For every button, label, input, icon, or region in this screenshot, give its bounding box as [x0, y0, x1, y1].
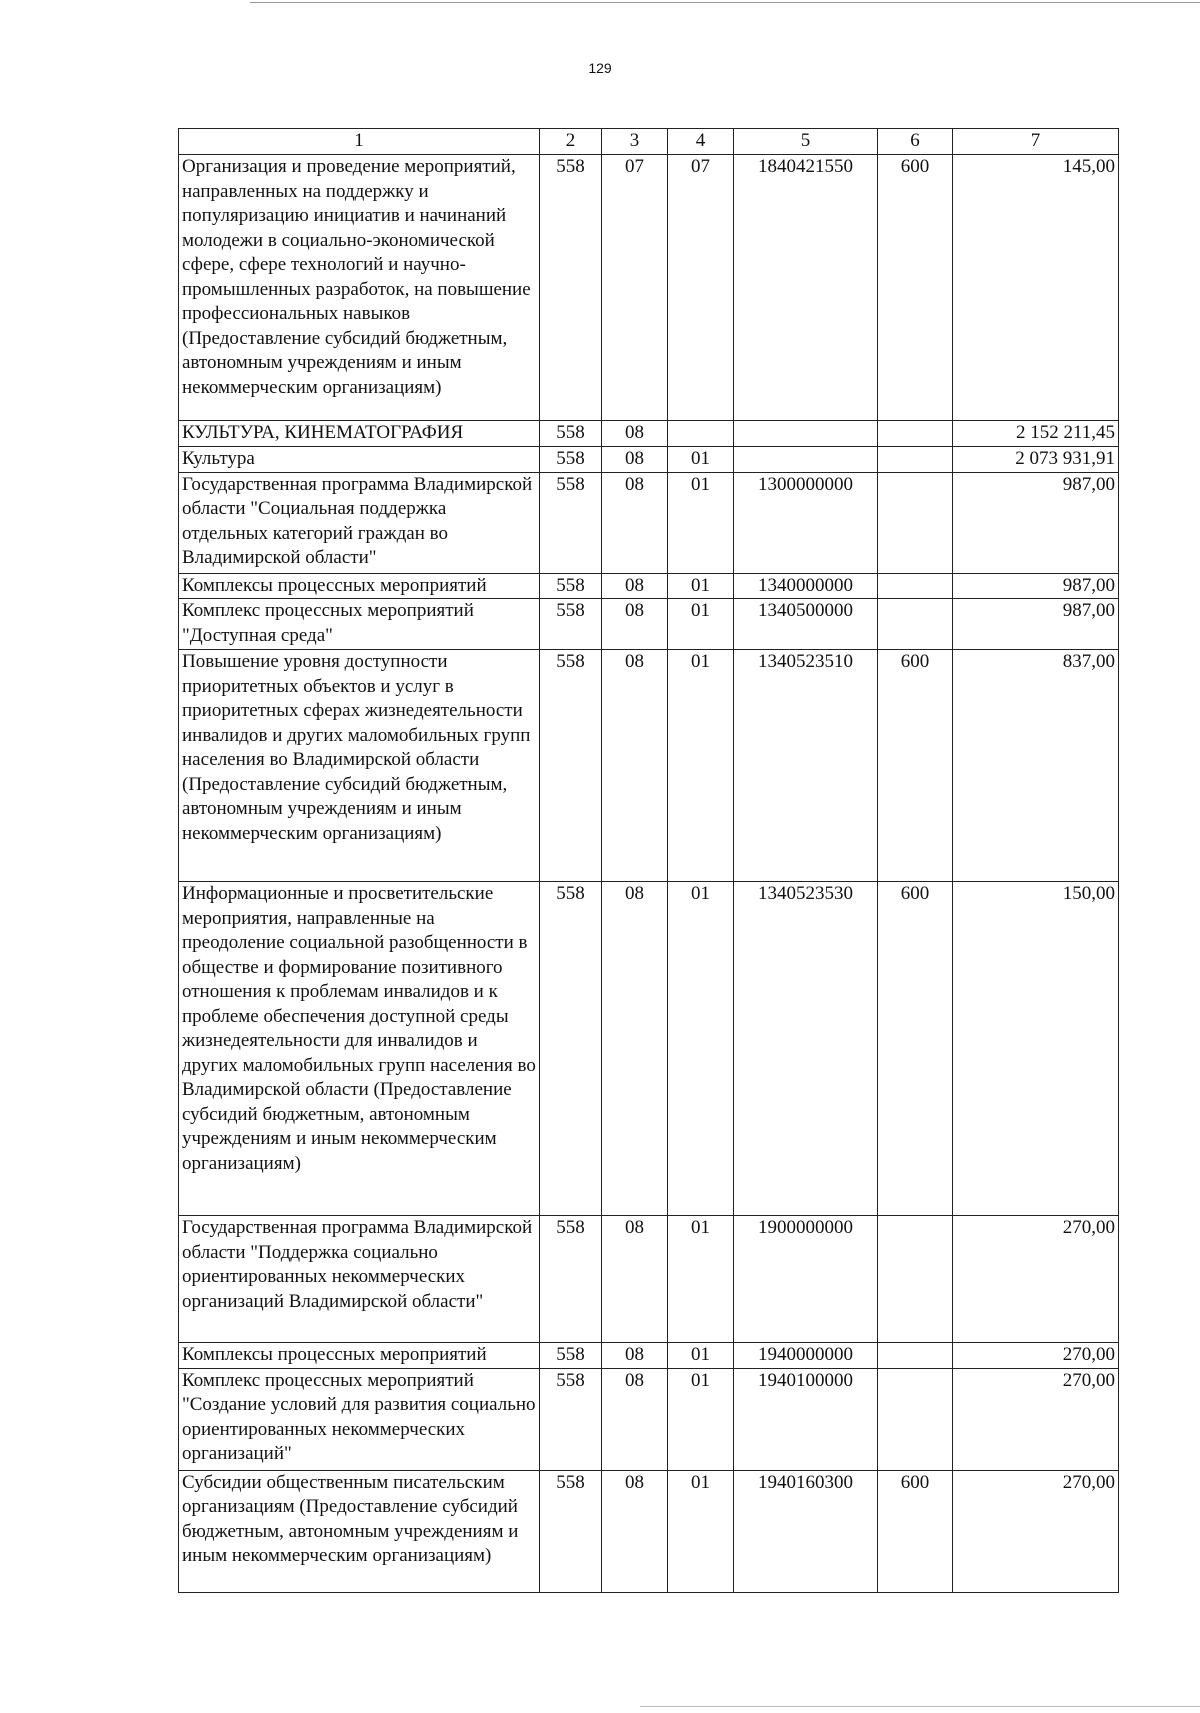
row-amount: 837,00 — [953, 650, 1119, 882]
table-row — [179, 1343, 1119, 1369]
row-subsection: 01 — [668, 882, 734, 1216]
row-subsection: 01 — [668, 1216, 734, 1343]
row-subsection — [668, 421, 734, 447]
row-name: Повышение уровня доступности приоритетных объектов и услуг в приоритетных сферах жизнедеятельности инвалидов и других маломобильных групп населения во Владимирской области (Предоставление субсидий бюджетным, автономным учреждениям и иным некоммерческим организациям) — [179, 650, 540, 882]
row-amount: 270,00 — [953, 1216, 1119, 1343]
row-amount: 987,00 — [953, 599, 1119, 650]
row-ministry-code: 558 — [540, 599, 602, 650]
row-ministry-code: 558 — [540, 882, 602, 1216]
row-name: Комплекс процессных мероприятий "Создание условий для развития социально ориентированных некоммерческих организаций" — [179, 1368, 540, 1470]
row-section: 08 — [602, 472, 668, 573]
row-amount: 150,00 — [953, 882, 1119, 1216]
row-target-article: 1840421550 — [734, 155, 878, 421]
row-ministry-code: 558 — [540, 155, 602, 421]
row-expense-type — [878, 1343, 953, 1369]
row-expense-type — [878, 472, 953, 573]
table-row — [179, 447, 1119, 473]
row-amount: 145,00 — [953, 155, 1119, 421]
row-subsection: 01 — [668, 650, 734, 882]
row-section: 08 — [602, 599, 668, 650]
header-row — [179, 129, 1119, 155]
table-row — [179, 421, 1119, 447]
top-scan-rule — [250, 2, 1200, 3]
table-row — [179, 1470, 1119, 1592]
row-ministry-code: 558 — [540, 573, 602, 599]
page-number: 129 — [588, 60, 612, 76]
row-ministry-code: 558 — [540, 650, 602, 882]
row-amount: 987,00 — [953, 573, 1119, 599]
table-row — [179, 599, 1119, 650]
row-section: 08 — [602, 447, 668, 473]
header-cell-3: 3 — [602, 129, 668, 155]
row-section: 08 — [602, 573, 668, 599]
row-section: 08 — [602, 1216, 668, 1343]
row-section: 08 — [602, 882, 668, 1216]
table-row — [179, 472, 1119, 573]
header-cell-2: 2 — [540, 129, 602, 155]
table-row — [179, 1216, 1119, 1343]
row-expense-type — [878, 447, 953, 473]
row-ministry-code: 558 — [540, 447, 602, 473]
row-name: Государственная программа Владимирской области "Поддержка социально ориентированных некоммерческих организаций Владимирской области" — [179, 1216, 540, 1343]
header-cell-4: 4 — [668, 129, 734, 155]
row-target-article — [734, 447, 878, 473]
row-subsection: 01 — [668, 1343, 734, 1369]
row-name: Информационные и просветительские мероприятия, направленные на преодоление социальной разобщенности в обществе и формирование позитивного отношения к проблемам инвалидов и к проблеме обеспечения доступной среды жизнедеятельности для инвалидов и других маломобильных групп населения во Владимирской области (Предоставление субсидий бюджетным, автономным учреждениям и иным некоммерческим организациям) — [179, 882, 540, 1216]
table-row — [179, 1368, 1119, 1470]
table-row — [179, 155, 1119, 421]
row-expense-type: 600 — [878, 882, 953, 1216]
row-expense-type — [878, 421, 953, 447]
row-amount: 270,00 — [953, 1368, 1119, 1470]
row-section: 07 — [602, 155, 668, 421]
row-target-article — [734, 421, 878, 447]
budget-table — [178, 128, 1119, 1593]
table-row — [179, 650, 1119, 882]
row-ministry-code: 558 — [540, 1216, 602, 1343]
header-cell-5: 5 — [734, 129, 878, 155]
row-expense-type — [878, 1368, 953, 1470]
row-ministry-code: 558 — [540, 421, 602, 447]
row-ministry-code: 558 — [540, 1470, 602, 1592]
row-expense-type: 600 — [878, 155, 953, 421]
row-target-article: 1940100000 — [734, 1368, 878, 1470]
row-section: 08 — [602, 421, 668, 447]
row-amount: 987,00 — [953, 472, 1119, 573]
row-subsection: 01 — [668, 447, 734, 473]
row-name: Комплексы процессных мероприятий — [179, 573, 540, 599]
row-section: 08 — [602, 1343, 668, 1369]
row-expense-type — [878, 599, 953, 650]
row-name: Субсидии общественным писательским организациям (Предоставление субсидий бюджетным, автономным учреждениям и иным некоммерческим организациям) — [179, 1470, 540, 1592]
table-row — [179, 882, 1119, 1216]
header-cell-7: 7 — [953, 129, 1119, 155]
row-ministry-code: 558 — [540, 472, 602, 573]
row-target-article: 1900000000 — [734, 1216, 878, 1343]
row-expense-type — [878, 573, 953, 599]
row-ministry-code: 558 — [540, 1343, 602, 1369]
row-name: Комплекс процессных мероприятий "Доступная среда" — [179, 599, 540, 650]
table-row — [179, 573, 1119, 599]
row-section: 08 — [602, 1470, 668, 1592]
row-target-article: 1340000000 — [734, 573, 878, 599]
row-expense-type: 600 — [878, 650, 953, 882]
row-target-article: 1940160300 — [734, 1470, 878, 1592]
row-name: Государственная программа Владимирской области "Социальная поддержка отдельных категорий граждан во Владимирской области" — [179, 472, 540, 573]
row-amount: 270,00 — [953, 1470, 1119, 1592]
row-name: Культура — [179, 447, 540, 473]
row-target-article: 1340500000 — [734, 599, 878, 650]
row-amount: 2 152 211,45 — [953, 421, 1119, 447]
row-amount: 2 073 931,91 — [953, 447, 1119, 473]
row-expense-type: 600 — [878, 1470, 953, 1592]
row-name: Организация и проведение мероприятий, направленных на поддержку и популяризацию инициатив и начинаний молодежи в социально-экономической сфере, сфере технологий и научно-промышленных разработок, на повышение профессиональных навыков (Предоставление субсидий бюджетным, автономным учреждениям и иным некоммерческим организациям) — [179, 155, 540, 421]
row-amount: 270,00 — [953, 1343, 1119, 1369]
row-target-article: 1340523530 — [734, 882, 878, 1216]
row-target-article: 1340523510 — [734, 650, 878, 882]
row-section: 08 — [602, 650, 668, 882]
row-subsection: 01 — [668, 1368, 734, 1470]
bottom-scan-rule — [640, 1706, 1200, 1707]
row-name: Комплексы процессных мероприятий — [179, 1343, 540, 1369]
row-subsection: 01 — [668, 1470, 734, 1592]
row-subsection: 01 — [668, 599, 734, 650]
row-name: КУЛЬТУРА, КИНЕМАТОГРАФИЯ — [179, 421, 540, 447]
row-ministry-code: 558 — [540, 1368, 602, 1470]
row-target-article: 1940000000 — [734, 1343, 878, 1369]
header-cell-6: 6 — [878, 129, 953, 155]
row-section: 08 — [602, 1368, 668, 1470]
row-target-article: 1300000000 — [734, 472, 878, 573]
row-subsection: 07 — [668, 155, 734, 421]
row-subsection: 01 — [668, 573, 734, 599]
header-cell-1: 1 — [179, 129, 540, 155]
row-expense-type — [878, 1216, 953, 1343]
row-subsection: 01 — [668, 472, 734, 573]
